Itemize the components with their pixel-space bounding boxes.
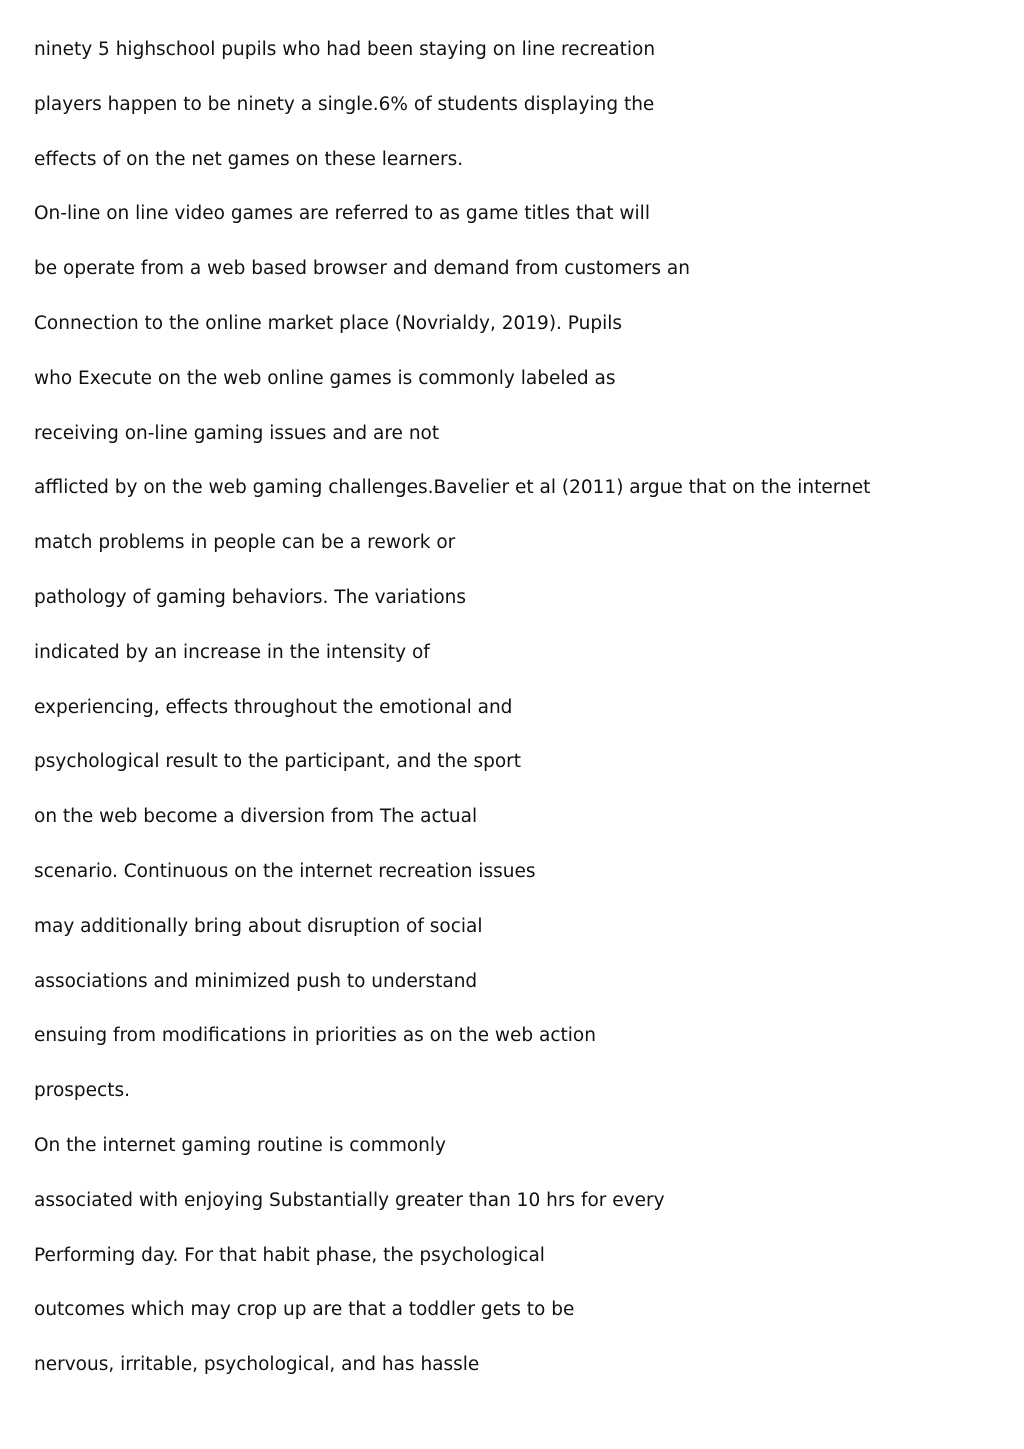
text-line: indicated by an increase in the intensity of [34, 641, 430, 663]
text-line: prospects. [34, 1080, 130, 1102]
text-line: on the web become a diversion from The actual [34, 806, 478, 828]
text-line: nervous, irritable, psychological, and has hassle [34, 1354, 480, 1376]
text-line: ninety 5 highschool pupils who had been staying on line recreation [34, 39, 656, 60]
text-line: pathology of gaming behaviors. The variations [34, 586, 467, 608]
text-line: be operate from a web based browser and demand from customers an [34, 258, 690, 280]
text-line: On the internet gaming routine is commonly [34, 1134, 446, 1156]
text-line: On-line on line video games are referred to as game titles that will [34, 203, 650, 225]
text-line: may additionally bring about disruption of social [34, 915, 483, 937]
text-body [34, 36, 994, 1406]
text-line: experiencing, effects throughout the emotional and [34, 696, 513, 718]
text-line: associations and minimized push to understand [34, 970, 478, 992]
text-line: players happen to be ninety a single.6% of students displaying the [34, 93, 655, 115]
text-line: match problems in people can be a rework or [34, 532, 456, 554]
text-line: ensuing from modifications in priorities as on the web action [34, 1025, 596, 1047]
text-line: scenario. Continuous on the internet recreation issues [34, 860, 536, 882]
text-line: Connection to the online market place (Novrialdy, 2019). Pupils [34, 312, 623, 334]
text-line: who Execute on the web online games is commonly labeled as [34, 367, 616, 389]
text-line: psychological result to the participant, and the sport [34, 751, 522, 773]
text-line: associated with enjoying Substantially greater than 10 hrs for every [34, 1189, 665, 1211]
text-line: afflicted by on the web gaming challenges.Bavelier et al (2011) argue that on the internet [34, 477, 871, 499]
text-line: Performing day. For that habit phase, the psychological [34, 1244, 545, 1266]
text-line: effects of on the net games on these learners. [34, 148, 464, 170]
text-line: receiving on-line gaming issues and are not [34, 422, 440, 444]
text-line: outcomes which may crop up are that a toddler gets to be [34, 1299, 575, 1321]
